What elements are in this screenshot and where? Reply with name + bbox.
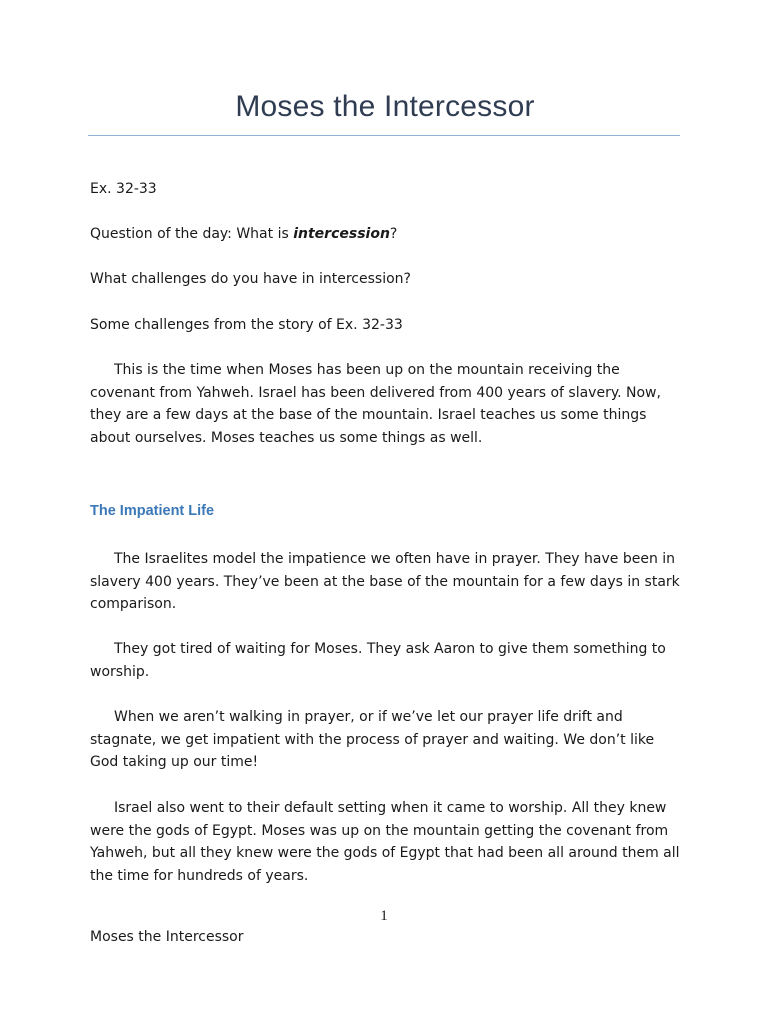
- question-of-the-day: [90, 223, 686, 246]
- challenges-question: What challenges do you have in intercession?: [90, 271, 411, 287]
- story-intro: Some challenges from the story of Ex. 32-33: [90, 317, 403, 333]
- intro-paragraph: This is the time when Moses has been up on the mountain receiving the covenant from Yahweh. Israel has been delivered from 400 years of slavery. Now, they are a few days at the base of the mountain. Israel teaches us some things about ourselves. Moses teaches us some things as well.: [90, 362, 661, 446]
- page-footer: Moses the Intercessor: [90, 929, 244, 945]
- page-number: 1: [380, 908, 388, 924]
- paragraph-2: They got tired of waiting for Moses. They ask Aaron to give them something to worship.: [90, 641, 666, 680]
- page-title: Moses the Intercessor: [235, 90, 535, 123]
- paragraph-1: The Israelites model the impatience we often have in prayer. They have been in slavery 400 years. They’ve been at the base of the mountain for a few days in stark comparison.: [90, 551, 680, 612]
- section-heading: The Impatient Life: [90, 503, 215, 519]
- question-prefix: Question of the day: What is: [90, 226, 294, 242]
- question-emphasis: intercession: [293, 226, 390, 242]
- title-divider: [88, 135, 680, 136]
- scripture-reference: Ex. 32-33: [90, 181, 157, 197]
- paragraph-3: When we aren’t walking in prayer, or if we’ve let our prayer life drift and stagnate, we get impatient with the process of prayer and waiting. We don’t like God taking up our time!: [90, 709, 655, 770]
- paragraph-4: Israel also went to their default setting when it came to worship. All they knew were the gods of Egypt. Moses was up on the mountain getting the covenant from Yahweh, but all they knew were the gods of Egypt that had been all around them all the time for hundreds of years.: [90, 800, 680, 884]
- question-suffix: ?: [389, 226, 398, 242]
